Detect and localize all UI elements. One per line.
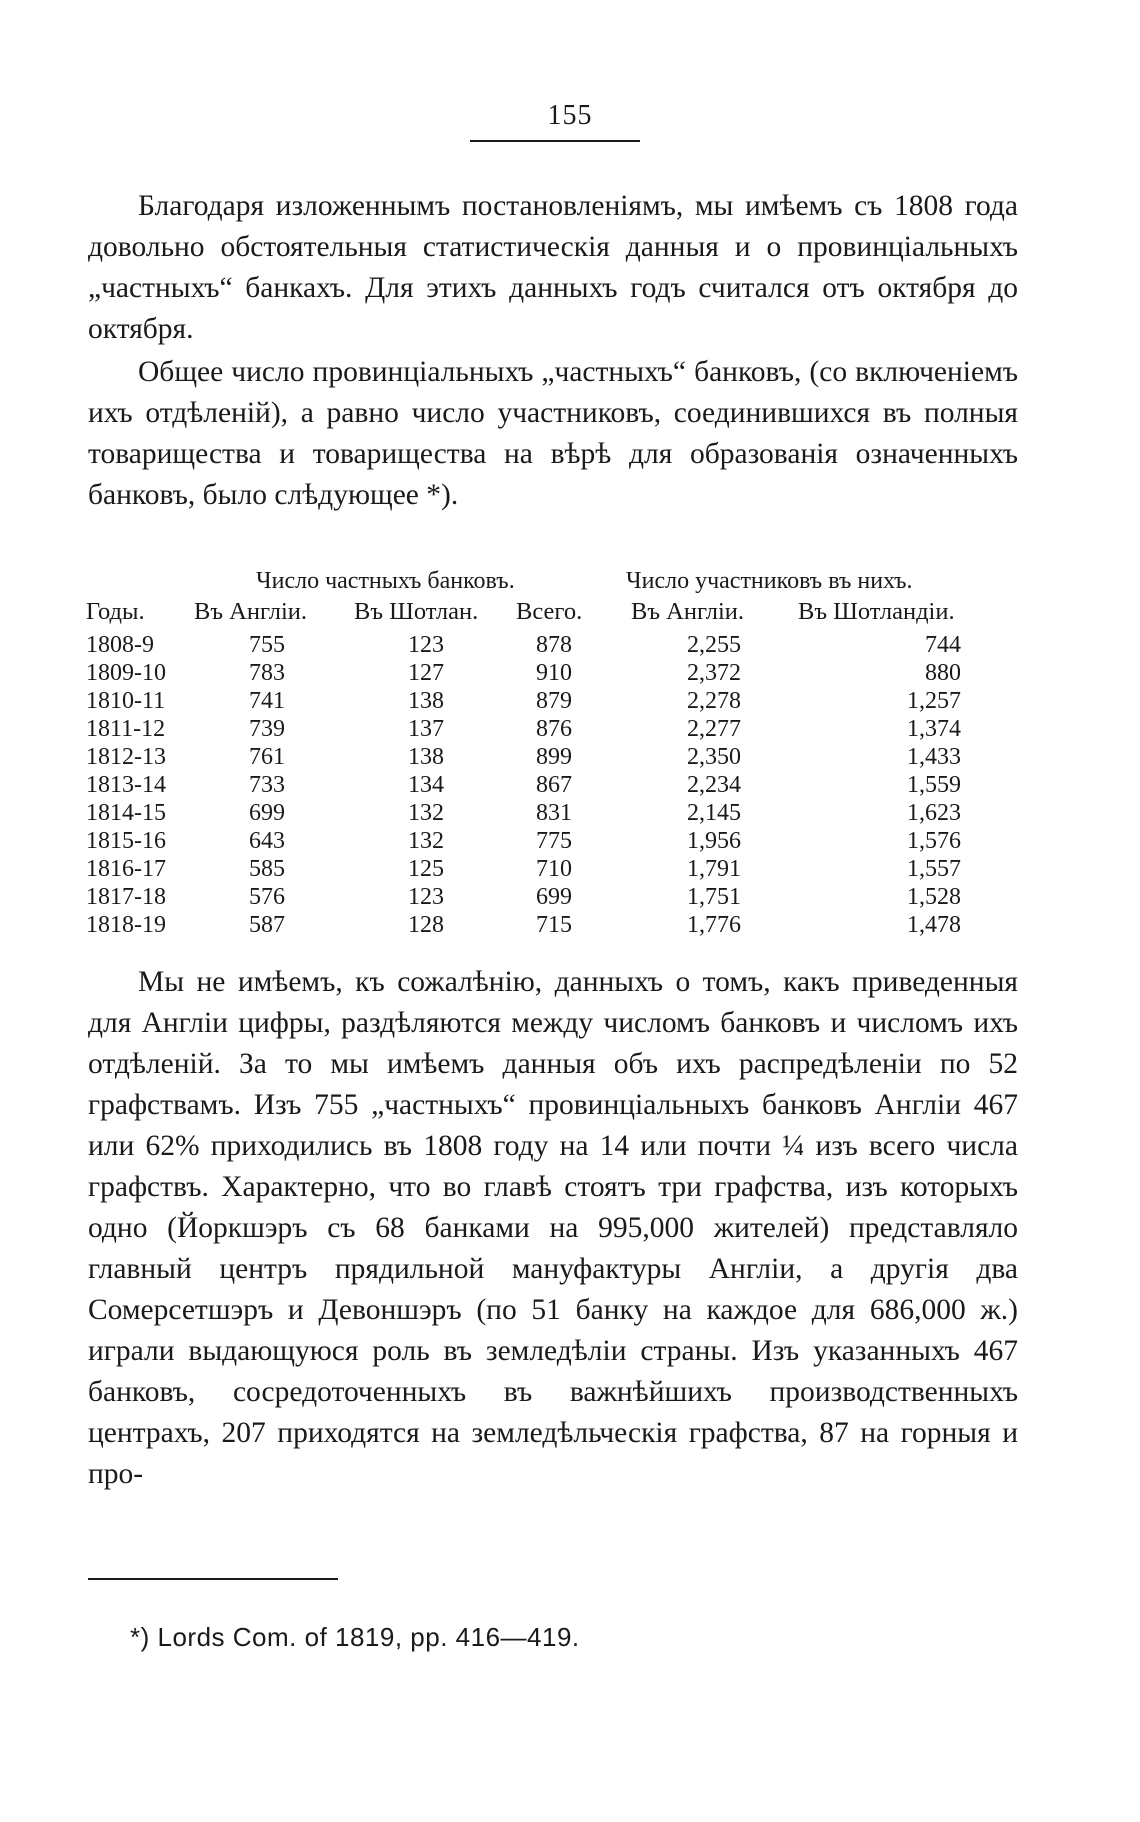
cell-year: 1816-17 [86, 856, 166, 882]
cell-partners-scotland: 1,559 [907, 772, 961, 798]
cell-year: 1812-13 [86, 744, 166, 770]
cell-banks-england: 733 [249, 772, 285, 798]
cell-partners-england: 2,372 [687, 660, 741, 686]
cell-banks-total: 775 [536, 828, 572, 854]
cell-year: 1809-10 [86, 660, 166, 686]
cell-partners-scotland: 1,557 [907, 856, 961, 882]
cell-banks-england: 739 [249, 716, 285, 742]
cell-partners-england: 2,278 [687, 688, 741, 714]
cell-banks-total: 867 [536, 772, 572, 798]
cell-partners-england: 2,277 [687, 716, 741, 742]
cell-partners-scotland: 1,576 [907, 828, 961, 854]
cell-year: 1808-9 [86, 632, 154, 658]
cell-banks-total: 715 [536, 912, 572, 938]
header-banks-scotland: Въ Шотлан. [354, 598, 479, 625]
table-row [86, 632, 1021, 660]
cell-banks-england: 576 [249, 884, 285, 910]
cell-banks-scotland: 132 [408, 828, 444, 854]
group-header-partners: Число участниковъ въ нихъ. [626, 568, 913, 594]
cell-banks-scotland: 132 [408, 800, 444, 826]
cell-year: 1815-16 [86, 828, 166, 854]
cell-banks-scotland: 137 [408, 716, 444, 742]
cell-year: 1811-12 [86, 716, 166, 742]
cell-banks-england: 783 [249, 660, 285, 686]
cell-banks-england: 761 [249, 744, 285, 770]
banks-statistics-table [86, 568, 1021, 940]
cell-year: 1814-15 [86, 800, 166, 826]
cell-partners-scotland: 744 [925, 632, 961, 658]
cell-partners-scotland: 1,257 [907, 688, 961, 714]
header-partners-england: Въ Англіи. [631, 598, 745, 625]
cell-partners-england: 1,776 [687, 912, 741, 938]
cell-banks-scotland: 128 [408, 912, 444, 938]
cell-year: 1818-19 [86, 912, 166, 938]
cell-banks-scotland: 127 [408, 660, 444, 686]
paragraph-1: Благодаря изложеннымъ постановленіямъ, мы имѣемъ съ 1808 года довольно обстоятельныя статистическія данныя и о провинціальныхъ „частныхъ“ банкахъ. Для этихъ данныхъ годъ считался отъ октября до октября. [88, 190, 1018, 345]
cell-banks-total: 910 [536, 660, 572, 686]
cell-partners-scotland: 880 [925, 660, 961, 686]
table-row [86, 856, 1021, 884]
cell-banks-total: 831 [536, 800, 572, 826]
cell-banks-scotland: 134 [408, 772, 444, 798]
cell-banks-england: 587 [249, 912, 285, 938]
cell-partners-england: 2,145 [687, 800, 741, 826]
cell-banks-total: 879 [536, 688, 572, 714]
group-header-banks: Число частныхъ банковъ. [256, 568, 515, 594]
header-year: Годы. [86, 598, 145, 625]
page-number: 155 [547, 100, 593, 131]
cell-partners-england: 1,791 [687, 856, 741, 882]
cell-partners-scotland: 1,478 [907, 912, 961, 938]
header-banks-england: Въ Англіи. [194, 598, 308, 625]
cell-banks-total: 876 [536, 716, 572, 742]
cell-banks-total: 699 [536, 884, 572, 910]
table-row [86, 716, 1021, 744]
header-banks-total: Всего. [516, 598, 583, 625]
page-number-rule [470, 140, 640, 142]
cell-banks-england: 643 [249, 828, 285, 854]
table-row [86, 828, 1021, 856]
table-row [86, 744, 1021, 772]
cell-banks-scotland: 123 [408, 632, 444, 658]
cell-partners-england: 1,751 [687, 884, 741, 910]
cell-partners-england: 2,255 [687, 632, 741, 658]
cell-partners-scotland: 1,374 [907, 716, 961, 742]
table-row [86, 800, 1021, 828]
cell-banks-total: 899 [536, 744, 572, 770]
table-body [86, 632, 1021, 940]
table-column-header [86, 598, 1021, 632]
paragraph-3: Мы не имѣемъ, къ сожалѣнію, данныхъ о томъ, какъ приведенныя для Англіи цифры, раздѣляются между числомъ банковъ и числомъ ихъ отдѣленій. За то мы имѣемъ данныя объ ихъ распредѣленіи по 52 графствамъ. Изъ 755 „частныхъ“ провинціальныхъ банковъ Англіи 467 или 62% приходились въ 1808 году на 14 или почти ¼ изъ всего числа графствъ. Характерно, что во главѣ стоятъ три графства, изъ которыхъ одно (Йоркшэръ съ 68 банками на 995,000 жителей) представляло главный центръ прядильной мануфактуры Англіи, а другія два Сомерсетшэръ и Девоншэръ (по 51 банку на каждое для 686,000 ж.) играли выдающуюся роль въ земледѣліи страны. Изъ указанныхъ 467 банковъ, сосредоточенныхъ въ важнѣйшихъ производственныхъ центрахъ, 207 приходятся на земледѣльческія графства, 87 на горныя и про- [88, 966, 1018, 1490]
cell-banks-england: 741 [249, 688, 285, 714]
cell-banks-scotland: 123 [408, 884, 444, 910]
cell-partners-scotland: 1,528 [907, 884, 961, 910]
cell-partners-scotland: 1,433 [907, 744, 961, 770]
table-row [86, 688, 1021, 716]
table-row [86, 660, 1021, 688]
cell-banks-england: 699 [249, 800, 285, 826]
cell-banks-scotland: 138 [408, 744, 444, 770]
cell-year: 1810-11 [86, 688, 166, 714]
footnote: *) Lords Com. of 1819, pp. 416—419. [130, 1622, 580, 1652]
cell-partners-scotland: 1,623 [907, 800, 961, 826]
cell-banks-scotland: 138 [408, 688, 444, 714]
cell-banks-total: 878 [536, 632, 572, 658]
table-row [86, 884, 1021, 912]
cell-partners-england: 1,956 [687, 828, 741, 854]
cell-year: 1813-14 [86, 772, 166, 798]
paragraph-2: Общее число провинціальныхъ „частныхъ“ банковъ, (со включеніемъ ихъ отдѣленій), а равно число участниковъ, соединившихся въ полныя товарищества и товарищества на вѣрѣ для образованія означенныхъ банковъ, было слѣдующее *). [88, 356, 1018, 511]
cell-year: 1817-18 [86, 884, 166, 910]
table-row [86, 912, 1021, 940]
cell-partners-england: 2,234 [687, 772, 741, 798]
cell-banks-england: 585 [249, 856, 285, 882]
cell-banks-scotland: 125 [408, 856, 444, 882]
cell-banks-total: 710 [536, 856, 572, 882]
table-row [86, 772, 1021, 800]
table-group-header [86, 568, 1021, 598]
footnote-rule [88, 1578, 338, 1580]
cell-banks-england: 755 [249, 632, 285, 658]
header-partners-scotland: Въ Шотландіи. [798, 598, 955, 625]
cell-partners-england: 2,350 [687, 744, 741, 770]
